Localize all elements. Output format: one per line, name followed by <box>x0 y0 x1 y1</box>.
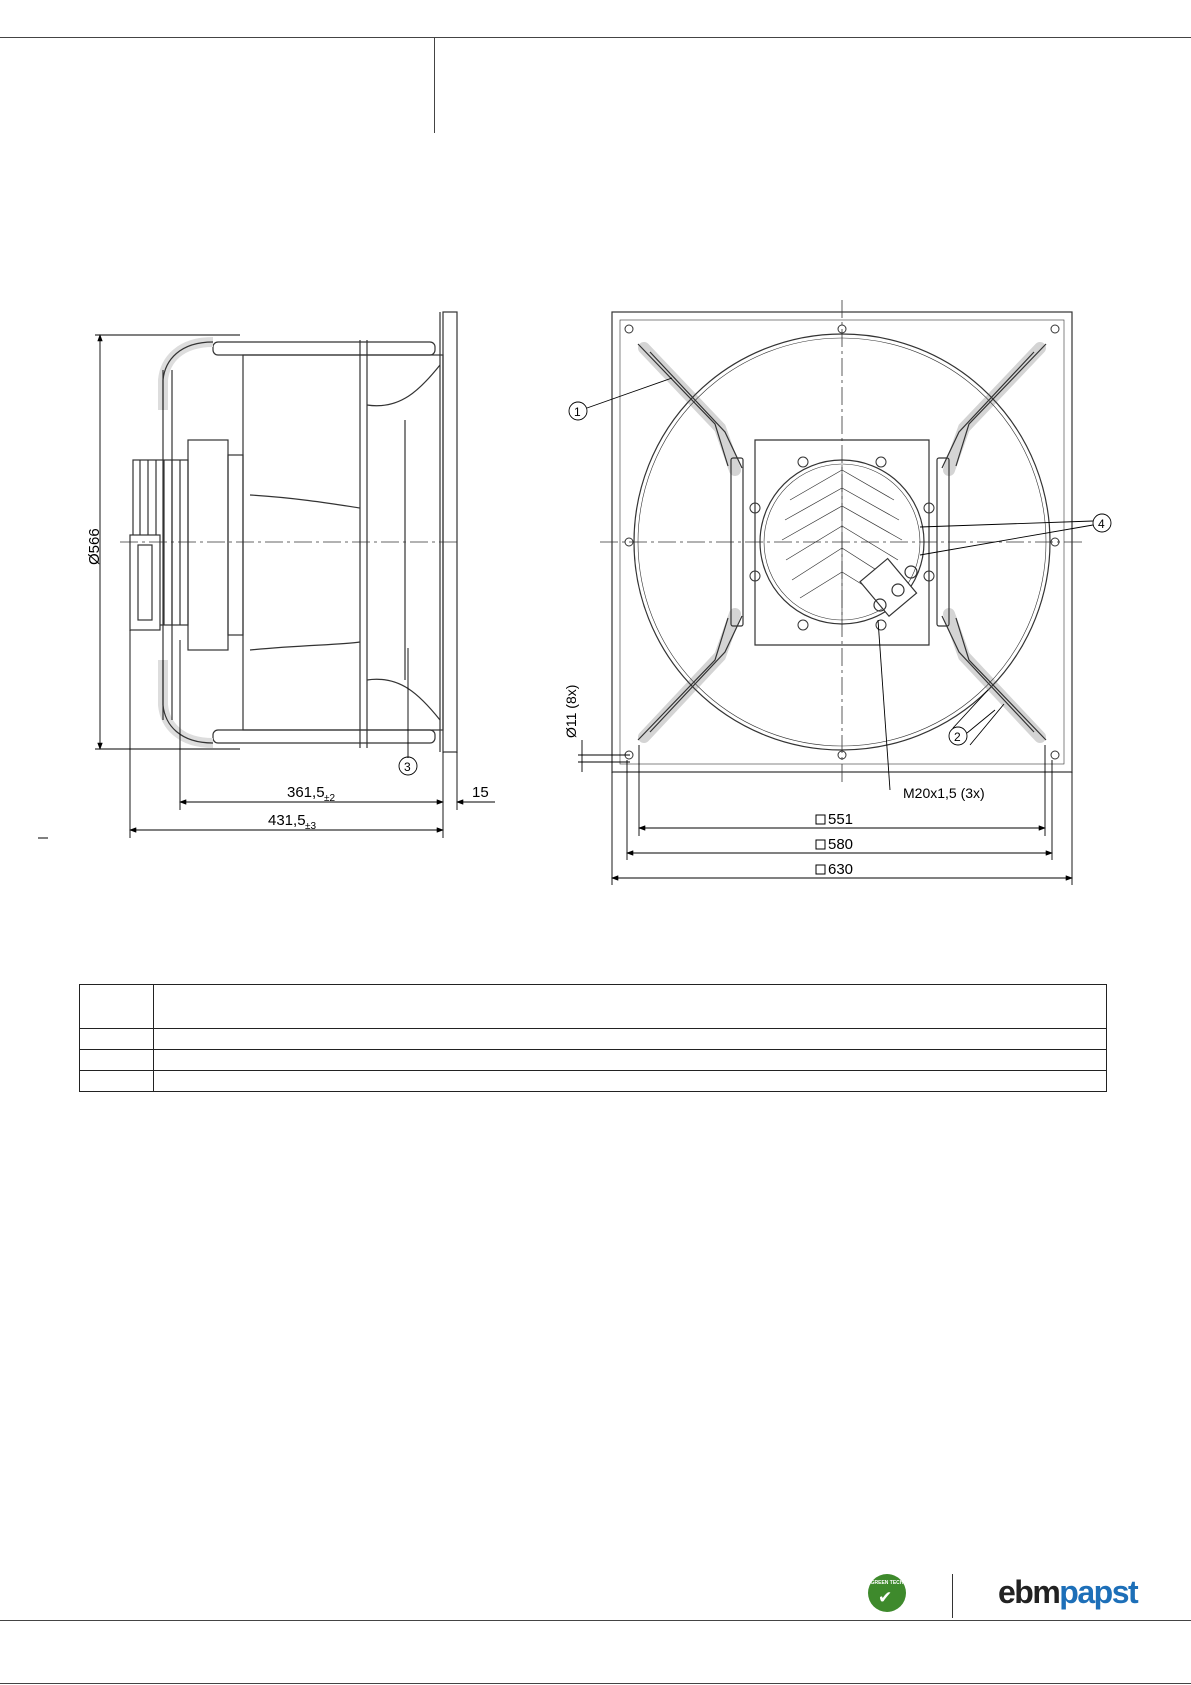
side-dim-431-tol: ±3 <box>305 821 317 832</box>
side-dim-431: 431,5 <box>268 812 306 829</box>
green-tech-badge <box>868 1574 906 1612</box>
legend-cell-text <box>154 1050 1107 1071</box>
front-dim-551-group <box>816 811 853 828</box>
legend-header-row <box>80 985 1107 1029</box>
legend-cell-text <box>154 1071 1107 1092</box>
logo-ebm: ebm <box>998 1574 1060 1610</box>
front-dim-630: 630 <box>828 861 854 878</box>
front-dim-551: 551 <box>828 811 854 828</box>
front-view <box>600 300 1084 784</box>
front-callout-4: 4 <box>1098 517 1105 531</box>
side-bottom-arm <box>213 730 435 743</box>
side-impeller <box>243 355 443 730</box>
front-dim-580: 580 <box>828 836 854 853</box>
side-flange-plate <box>443 312 457 752</box>
legend-row <box>80 1071 1107 1092</box>
checkmark-icon: ✔ <box>878 1588 893 1607</box>
front-thread-label: M20x1,5 (3x) <box>903 785 985 801</box>
green-tech-badge-text: GREEN TECH <box>870 1580 904 1586</box>
legend-cell-num <box>80 1050 154 1071</box>
legend-cell-num <box>80 1071 154 1092</box>
front-hole-label: Ø11 (8x) <box>563 684 579 738</box>
legend-row <box>80 1029 1107 1050</box>
side-diameter-label: Ø566 <box>86 528 103 565</box>
front-dim-580-group <box>816 836 853 853</box>
front-callout-2: 2 <box>954 730 961 744</box>
side-top-arm <box>213 342 435 355</box>
front-dim-630-group <box>816 861 853 878</box>
logo-papst: papst <box>1059 1574 1138 1610</box>
legend-table <box>79 984 1107 1092</box>
side-dim-361-tol: ±2 <box>324 793 336 804</box>
legend-cell-text <box>154 1029 1107 1050</box>
legend-row <box>80 1050 1107 1071</box>
side-motor <box>188 440 228 650</box>
logo-separator <box>952 1574 953 1618</box>
ebmpapst-logo <box>998 1574 1137 1611</box>
footer-logos <box>868 1570 1138 1622</box>
legend-cell-num <box>80 1029 154 1050</box>
footer-bottom-rule <box>0 1683 1191 1684</box>
side-dim-361: 361,5 <box>287 784 325 801</box>
front-callout-1: 1 <box>574 405 581 419</box>
legend-cell-text <box>154 985 1107 1029</box>
footer-top-rule <box>0 1620 1191 1621</box>
legend-cell-num <box>80 985 154 1029</box>
side-view <box>120 312 460 752</box>
side-dim-15: 15 <box>472 784 489 801</box>
side-callout-3: 3 <box>404 760 411 774</box>
